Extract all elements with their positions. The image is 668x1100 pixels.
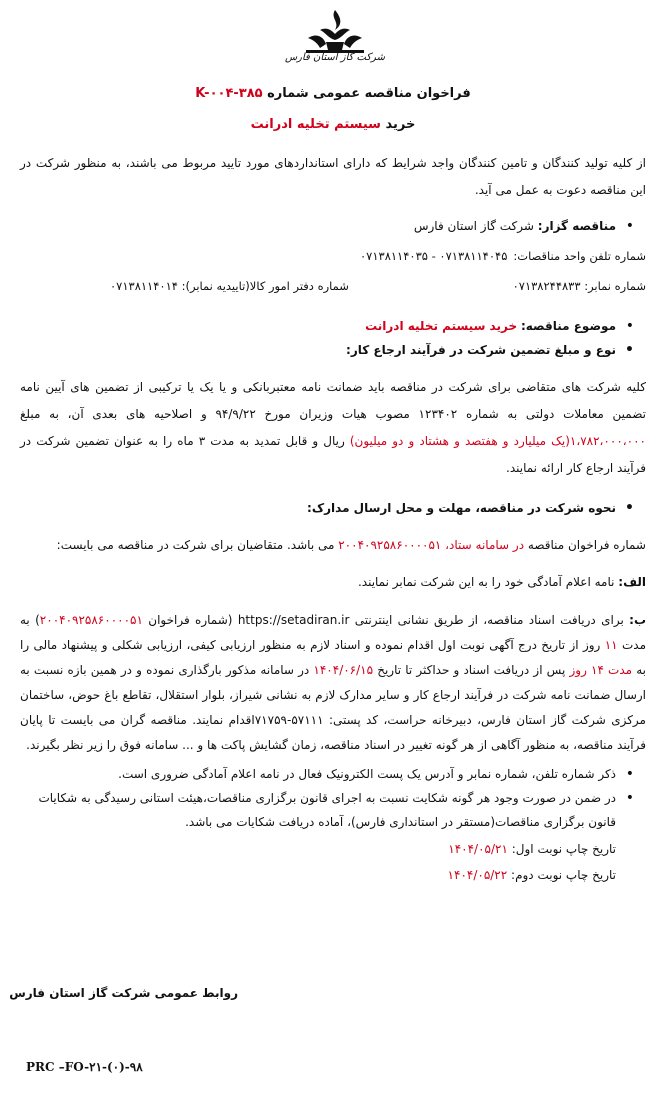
phones-value: ۰۷۱۳۸۱۱۴۰۴۵ - ۰۷۱۳۸۱۱۴۰۳۵ [360, 249, 508, 263]
be-days-2: مدت ۱۴ روز [569, 663, 633, 677]
be-text-6: در سامانه مذکور بارگذاری نموده و در همین بازه نسبت به ارسال ضمانت نامه شرکت در فرآیند ارجاع کار و سایر مدارک لازم به نشانی شیراز، بلوار استقلال، تقاطع باغ حوض، ساختمان مرکزی شرکت گاز استان فارس، دبیرخانه حراست، کد پستی: ۵۷۱۱۱-۷۱۷۵۹اقدام نمایند. مناقصه گران می بایست تا پایان فرآیند مناقصه، به منظور آگاهی از هر گونه تغییر در اسناد مناقصه، زمان گشایش پاکت ها و ... سامانه فوق را زیر نظر بگیرند. [20, 663, 646, 752]
be-text-5: پس از دریافت اسناد و حداکثر تا تاریخ [377, 663, 566, 677]
office-fax-label: شماره دفتر امور کالا(تاییدیه نمابر): [181, 279, 349, 293]
signature: روابط عمومی شرکت گاز استان فارس [9, 986, 238, 1000]
subtitle-item: سیستم تخلیه ادرانت [250, 117, 381, 132]
tenderer-value: شرکت گاز استان فارس [413, 219, 534, 233]
page-subtitle [20, 117, 646, 132]
guarantee-text-1: کلیه شرکت های متقاضی برای شرکت در مناقصه باید ضمانت نامه معتبربانکی و یا یک یا ترکیبی از تضمین های آیین نامه تضمین معاملات دولتی به شماره ۱۲۳۴۰۲ مصوب هیات وزیران مورخ ۹۴/۹/۲۲ و اصلاحیه های بعدی آن، به مبلغ [20, 380, 646, 421]
note-item: • ذکر شماره تلفن، شماره نمابر و آدرس یک پست الکترونیک فعال در نامه اعلام آمادگی ضروری است. [20, 762, 646, 786]
alef-text: نامه اعلام آمادگی خود را به این شرکت نمابر نمایند. [357, 575, 615, 589]
office-fax-value: ۰۷۱۳۸۱۱۴۰۱۴ [110, 279, 178, 293]
fax-label: شماره نمابر: [584, 279, 646, 293]
title-prefix: فراخوان مناقصه عمومی شماره [267, 86, 471, 101]
print-date-first-label: تاریخ چاپ نوبت اول: [511, 842, 616, 856]
office-fax-group [110, 274, 349, 298]
guarantee-paragraph [20, 374, 646, 482]
be-call-number: ۲۰۰۴۰۹۲۵۸۶۰۰۰۰۵۱ [39, 613, 143, 627]
print-date-second-value: ۱۴۰۴/۰۵/۲۲ [447, 868, 508, 882]
print-date-first-value: ۱۴۰۴/۰۵/۲۱ [448, 842, 508, 856]
subject-line [20, 314, 646, 338]
guarantee-heading: • نوع و مبلغ تضمین شرکت در فرآیند ارجاع کار: [20, 338, 646, 362]
fax-line [20, 274, 646, 298]
flame-logo-icon [300, 8, 370, 54]
subject-label: موضوع مناقصه: [520, 319, 616, 333]
fax-group [513, 274, 646, 298]
subject-value: خرید سیستم تخلیه ادرانت [365, 319, 518, 333]
be-paragraph [20, 608, 646, 758]
be-label: ب: [629, 613, 646, 627]
print-dates [20, 836, 646, 888]
guarantee-amount: ۱،۷۸۲،۰۰۰،۰۰۰(یک میلیارد و هفتصد و هشتاد و دو میلیون) [349, 434, 646, 448]
setadiran-link[interactable]: https://setadiran.ir [237, 613, 350, 627]
subtitle-prefix: خرید [385, 117, 416, 132]
setad-highlight: در سامانه ستاد، ۲۰۰۴۰۹۲۵۸۶۰۰۰۰۵۱ [338, 538, 525, 552]
note-item: • در ضمن در صورت وجود هر گونه شکایت نسبت به اجرای قانون برگزاری مناقصات،هیئت استانی رسیدگی به شکایات قانون برگزاری مناقصات(مستقر در استانداری فارس)، آماده دریافت شکایات می باشد. [20, 786, 646, 834]
phones-line [20, 244, 646, 268]
tenderer-line [20, 214, 646, 238]
alef-label: الف: [618, 575, 646, 589]
be-text-2: (شماره فراخوان [148, 613, 233, 627]
tender-code: K-۰۰۴-۳۸۵ [195, 86, 263, 101]
page-title [20, 86, 646, 101]
alef-paragraph [20, 569, 646, 596]
form-code: PRC –FO-۲۱-(۰)-۹۸ [26, 1060, 143, 1074]
company-logo [283, 8, 387, 74]
intro-paragraph: از کلیه تولید کنندگان و تامین کنندگان واجد شرایط که دارای استانداردهای مورد تایید مربوط می باشند، به منظور شرکت در این مناقصه دعوت به عمل می آید. [20, 156, 646, 197]
phones-label: شماره تلفن واحد مناقصات: [513, 249, 646, 263]
setad-text-2: می باشد. متقاضیان برای شرکت در مناقصه می بایست: [56, 538, 335, 552]
print-date-first [20, 836, 616, 862]
setad-text-1: شماره فراخوان مناقصه [527, 538, 646, 552]
fax-value: ۰۷۱۳۸۲۴۴۸۳۳ [512, 279, 581, 293]
be-days-1: ۱۱ [604, 638, 618, 652]
print-date-second-label: تاریخ چاپ نوبت دوم: [511, 868, 616, 882]
be-text-3: ) به مدت [20, 613, 646, 652]
print-date-second [20, 862, 616, 888]
setad-paragraph [20, 532, 646, 559]
be-text-1: برای دریافت اسناد مناقصه، از طریق نشانی اینترنتی [354, 613, 624, 627]
participation-heading: • نحوه شرکت در مناقصه، مهلت و محل ارسال مدارک: [20, 496, 646, 520]
be-deadline: ۱۴۰۴/۰۶/۱۵ [313, 663, 374, 677]
guarantee-text-2: ریال و قابل تمدید به مدت ۳ ماه را به عنوان تضمین شرکت در فرآیند ارجاع کار ارائه نمایند. [20, 434, 646, 475]
logo-caption: شرکت گاز استان فارس [284, 52, 386, 63]
be-text-4: روز از تاریخ درج آگهی نوبت اول اقدام نموده و اسناد لازم به منظور ارزیابی کیفی، ارزیابی شکلی و پیشنهاد مالی را به [20, 638, 647, 677]
tenderer-label: مناقصه گزار: [537, 219, 616, 233]
document-body [20, 80, 646, 888]
